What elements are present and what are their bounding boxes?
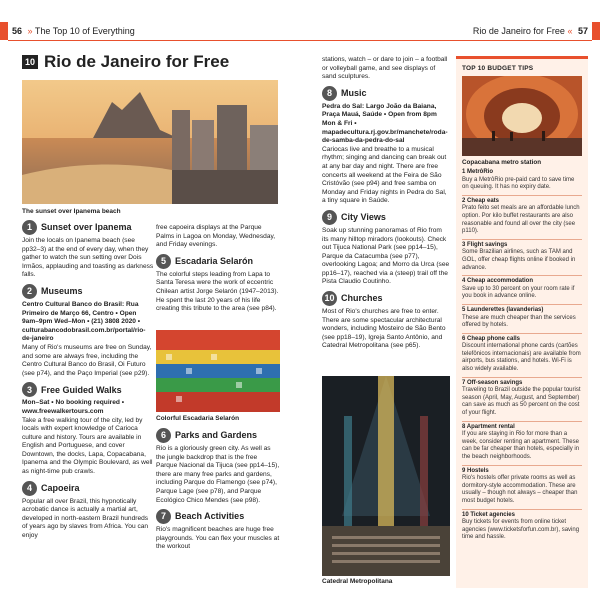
- budget-tip-body: Buy a MetrôRio pre-paid card to save time on queuing. It has no expiry date.: [462, 176, 575, 191]
- budget-tip-heading: 10 Ticket agencies: [462, 511, 515, 518]
- tip-divider: [462, 275, 582, 276]
- budget-tip-heading: 5 Launderettes (lavanderias): [462, 306, 544, 313]
- escadaria-photo: [156, 330, 280, 412]
- item-subtitle: Pedra do Sal: Largo João da Baiana, Praça Mauá, Saúde • Open from 8pm Mon & Fri • mapadecultura.rj.gov.br/manchete/roda-de-samba-da-pedra-do-sal: [322, 102, 448, 145]
- column-2-lower: [156, 428, 280, 556]
- item-body: The colorful steps leading from Lapa to Santa Teresa were the work of eccentric Chilean artist Jorge Selarón (1947–2013). He spent the last 20 years of his life creating this tribute to the area (see p84).: [156, 270, 279, 313]
- right-page-number: 57: [577, 26, 588, 36]
- item-body: Take a free walking tour of the city, led by locals with expert knowledge of Carioca culture and history. Tours are available in English and Portuguese, and cover Downtown, the docks, Lapa, Copacabana, Ipanema and the Olympic Boulevard, as well as night-time pub crawls.: [22, 416, 153, 476]
- item-number: 5: [156, 254, 171, 269]
- column-3: [322, 56, 450, 355]
- item-title: Capoeira: [41, 482, 80, 493]
- metro-caption: Copacabana metro station: [462, 159, 542, 166]
- budget-tip: [462, 512, 582, 542]
- item-title: Beach Activities: [175, 511, 245, 522]
- item-number: 10: [322, 291, 337, 306]
- page-title: [22, 52, 229, 72]
- catedral-illustration: [322, 376, 450, 576]
- right-section-title: Rio de Janeiro for Free: [472, 26, 565, 36]
- item-body: Most of Rio's churches are free to enter. There are some spectacular architectural wonders, including Mosteiro de São Bento (see pp18–19), Igreja Santo Antônio, and Catedral Metropolitana (see p65).: [322, 308, 446, 350]
- sidebar-title: TOP 10 BUDGET TIPS: [462, 65, 534, 72]
- item-body: Join the locals on Ipanema beach (see pp32–3) at the end of every day, when they gather to watch the sun setting over Dois Irmãos, applauding and toasting as darkness falls.: [22, 237, 154, 279]
- metro-photo: [462, 76, 582, 156]
- budget-tip: [462, 336, 582, 374]
- budget-tip-heading: 9 Hostels: [462, 467, 489, 474]
- metro-illustration: [462, 76, 582, 156]
- item-number: 4: [22, 481, 37, 496]
- column-2: [156, 224, 280, 318]
- header-right: [473, 26, 588, 36]
- budget-tip: [462, 380, 582, 418]
- item-title: Free Guided Walks: [41, 384, 122, 395]
- budget-tip: [462, 198, 582, 236]
- escadaria-caption: Colorful Escadaria Selarón: [156, 415, 240, 422]
- ipanema-illustration: [22, 80, 278, 204]
- tip-divider: [462, 377, 582, 378]
- budget-tip: [462, 307, 582, 330]
- header-rule: [8, 40, 592, 41]
- item-number: 7: [156, 509, 171, 524]
- item-body: Rio's magnificent beaches are huge free playgrounds. You can flex your muscles at the workout: [156, 526, 280, 551]
- item-body: Soak up stunning panoramas of Rio from its many hilltop miradors (lookouts). Check out Tijuca National Park (see pp14–15), Parque da Catacumba (see p77), overlooking Lagoa; and Morro da Urca (see pp16–17), reached via a (steep) trail off the Pista Claudio Coutinho.: [322, 226, 450, 286]
- left-separator: »: [27, 26, 33, 36]
- item-title: Museums: [41, 286, 83, 297]
- left-page-number: 56: [12, 26, 23, 36]
- budget-tip-body: Discount international phone cards (cartões telefônicos internacionais) are available from airports, bus stations, and hotels. Wi-Fi is also widely available.: [462, 343, 581, 373]
- ipanema-photo: [22, 80, 278, 204]
- budget-tip-heading: 6 Cheap phone calls: [462, 335, 521, 342]
- header-accent-left: [0, 22, 8, 40]
- budget-tip-body: These are much cheaper than the services offered by hotels.: [462, 314, 576, 329]
- budget-tip-body: Traveling to Brazil outside the popular tourist season (April, May, August, and September) can save as much as 50 percent on the cost of your flight.: [462, 387, 581, 417]
- list-item: [156, 428, 280, 505]
- list-item: [322, 210, 450, 287]
- item-body: Popular all over Brazil, this hypnotically acrobatic dance is actually a martial art, developed in north-eastern Brazil hundreds of years ago by slaves from Africa. You can enjoy: [22, 497, 149, 540]
- continued-text: stations, watch – or dare to join – a football or volleyball game, and see displays of sand sculptures.: [322, 56, 448, 81]
- item-title: Music: [341, 87, 367, 98]
- list-item: [156, 509, 280, 552]
- tip-divider: [462, 465, 582, 466]
- budget-tip-body: Buy tickets for events from online ticket agencies (www.ticketsforfun.com.br), saving time and hassle.: [462, 519, 580, 541]
- list-item: [22, 220, 154, 280]
- list-item: [322, 86, 450, 206]
- list-item: [22, 481, 154, 541]
- page-header: [0, 0, 600, 42]
- budget-tip-body: Some Brazilian airlines, such as TAM and GOL, offer cheap flights online if booked in advance.: [462, 249, 576, 271]
- top10-badge: 10: [22, 55, 38, 69]
- budget-tip-body: Save up to 30 percent on your room rate if you book in advance online.: [462, 285, 575, 300]
- tip-divider: [462, 509, 582, 510]
- budget-tip-body: Rio's hostels offer private rooms as well as dormitory-style accommodation. These are usually – though not always – cheaper than most budget hotels.: [462, 475, 578, 504]
- page-title-text: Rio de Janeiro for Free: [44, 52, 230, 71]
- item-number: 3: [22, 382, 37, 397]
- escadaria-illustration: [156, 330, 280, 412]
- item-number: 2: [22, 284, 37, 299]
- budget-tips-list: [456, 169, 588, 542]
- item-title: Churches: [341, 293, 383, 304]
- tip-divider: [462, 333, 582, 334]
- item-subtitle: Centro Cultural Banco do Brasil: Rua Primeiro de Março 66, Centro • Open 9am–9pm Wed–Mon • (21) 3808 2020 • culturabancodobrasil.com.br/portal/rio-de-janeiro: [22, 300, 146, 343]
- item-title: Escadaria Selarón: [175, 255, 254, 266]
- tip-divider: [462, 239, 582, 240]
- item-title: Parks and Gardens: [175, 430, 258, 441]
- column-1: [22, 220, 154, 545]
- budget-tip: [462, 278, 582, 301]
- tip-divider: [462, 195, 582, 196]
- budget-tip: [462, 169, 582, 192]
- item-title: Sunset over Ipanema: [41, 222, 132, 233]
- list-item: [22, 284, 154, 378]
- item-body: Cariocas live and breathe to a musical rhythm; singing and dancing can break out at any bar day and night. There are free concerts all weekend at the Feira de São Cristóvão (see p94) and free samba on Monday and Friday nights in Pedra do Sal, a tiny square in Saúde.: [322, 145, 447, 205]
- item-title: City Views: [341, 212, 386, 223]
- continued-text: free capoeira displays at the Parque Palms in Lagoa on Monday, Wednesday, and Friday evenings.: [156, 224, 276, 249]
- budget-tip-heading: 8 Apartment rental: [462, 423, 515, 430]
- left-section-title: The Top 10 of Everything: [34, 26, 135, 36]
- list-item: [156, 254, 280, 314]
- budget-tip: [462, 468, 582, 506]
- budget-tip-heading: 7 Off-season savings: [462, 379, 523, 386]
- budget-tip-body: Prato feito set meals are an affordable lunch option. Por kilo buffet restaurants are also reasonable and found all over the city (see p110).: [462, 205, 580, 235]
- header-left: [12, 26, 135, 36]
- budget-tip: [462, 424, 582, 462]
- catedral-photo: [322, 376, 450, 576]
- budget-tip-body: If you are staying in Rio for more than a week, consider renting an apartment. These can be far cheaper than hotels, especially in the beach neighborhoods.: [462, 431, 580, 460]
- catedral-caption: Catedral Metropolitana: [322, 578, 393, 585]
- item-number: 6: [156, 428, 171, 443]
- item-subtitle: Mon–Sat • No booking required • www.freewalkertours.com: [22, 399, 125, 415]
- list-item: [322, 291, 450, 351]
- budget-tip-heading: 1 MetrôRio: [462, 169, 494, 175]
- header-accent-right: [592, 22, 600, 40]
- item-body: Many of Rio's museums are free on Sunday, and some are always free, including the Centro Cultural Banco do Brasil, Oi Futuro (see p74), and the Paço Imperial (see p29).: [22, 343, 152, 377]
- tip-divider: [462, 304, 582, 305]
- budget-tips-sidebar: [456, 56, 588, 588]
- item-body: Rio is a gloriously green city. As well as the jungle backdrop that is the free Parque Nacional da Tijuca (see pp14–15), there are many free parks and gardens, including Parque do Flamengo (see p74), Parque Lage (see p78), and Parque Ecológico Chico Mendes (see p98).: [156, 445, 280, 504]
- budget-tip-heading: 2 Cheap eats: [462, 197, 500, 204]
- ipanema-caption: The sunset over Ipanema beach: [22, 208, 121, 215]
- item-number: 9: [322, 210, 337, 225]
- tip-divider: [462, 421, 582, 422]
- budget-tip: [462, 242, 582, 272]
- item-number: 1: [22, 220, 37, 235]
- budget-tip-heading: 3 Flight savings: [462, 241, 508, 248]
- right-separator: «: [567, 26, 573, 36]
- list-item: [22, 382, 154, 476]
- budget-tip-heading: 4 Cheap accommodation: [462, 278, 534, 285]
- item-number: 8: [322, 86, 337, 101]
